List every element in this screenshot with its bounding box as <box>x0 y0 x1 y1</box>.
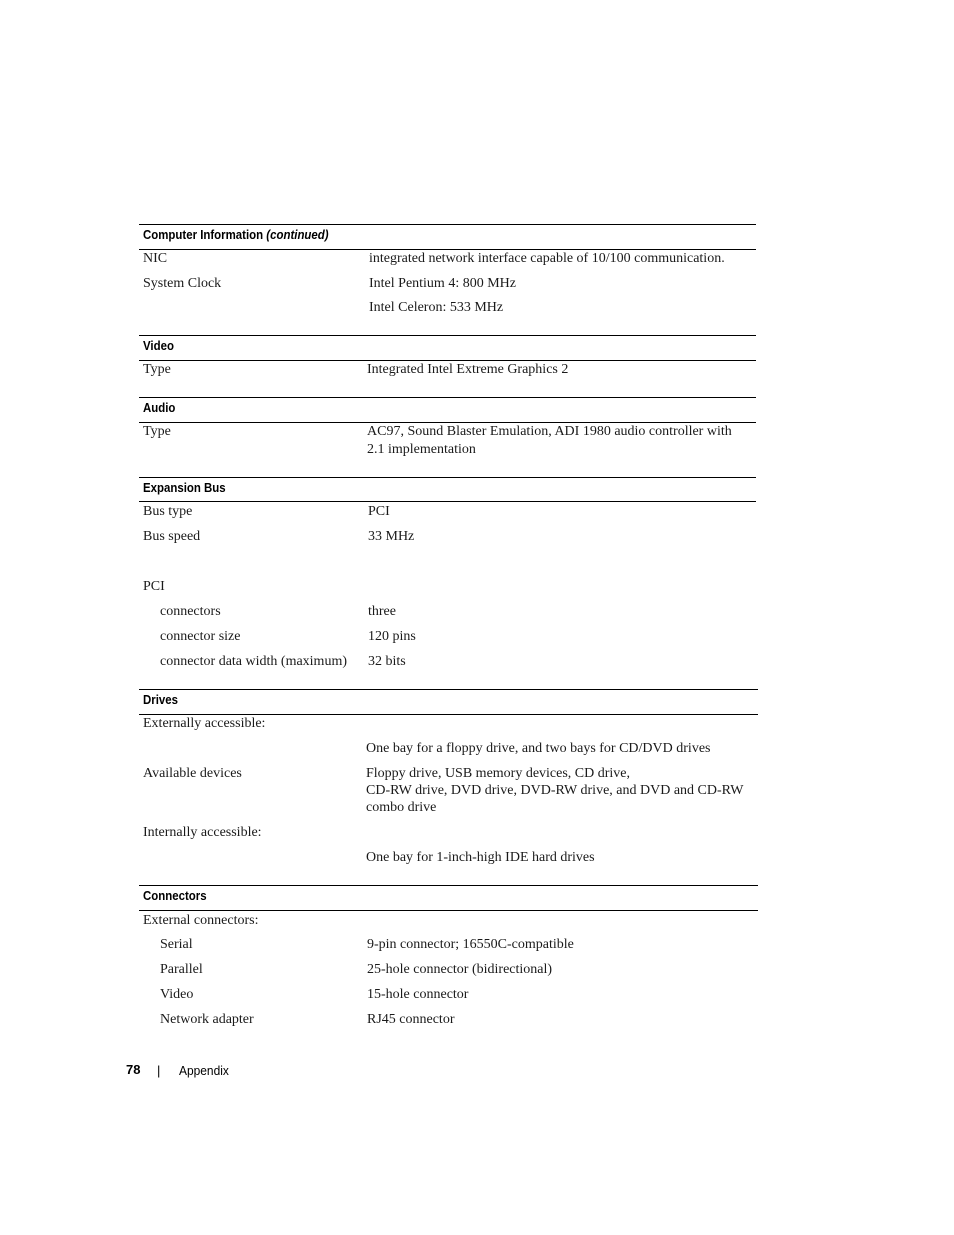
section-header-audio: Audio <box>143 400 176 415</box>
spec-value: AC97, Sound Blaster Emulation, ADI 1980 audio controller with <box>367 424 732 439</box>
spec-value: RJ45 connector <box>367 1012 455 1027</box>
spec-label: NIC <box>143 251 168 266</box>
spec-value: three <box>368 604 396 619</box>
spec-label: Type <box>143 362 171 377</box>
spec-label: Type <box>143 424 171 439</box>
spec-value: One bay for a floppy drive, and two bays for CD/DVD drives <box>366 741 711 756</box>
section-title-continued: (continued) <box>266 227 329 242</box>
spec-sublabel: Parallel <box>160 962 203 977</box>
footer-separator: | <box>157 1063 161 1078</box>
spec-sublabel: connector data width (maximum) <box>160 654 347 669</box>
spec-sublabel: Serial <box>160 937 193 952</box>
spec-value: 25-hole connector (bidirectional) <box>367 962 553 977</box>
spec-label: Available devices <box>143 766 242 781</box>
section-top-rule <box>139 335 756 336</box>
section-top-rule <box>139 885 758 886</box>
section-top-rule <box>139 477 756 478</box>
spec-value: integrated network interface capable of 10/100 communication. <box>369 251 725 266</box>
spec-value: PCI <box>368 504 390 519</box>
section-top-rule <box>139 397 756 398</box>
section-title: Computer Information <box>143 227 264 242</box>
spec-sublabel: connector size <box>160 629 241 644</box>
spec-label: External connectors: <box>143 913 259 928</box>
spec-value: 33 MHz <box>368 529 415 544</box>
spec-label: PCI <box>143 579 165 594</box>
footer-section-title: Appendix <box>179 1063 229 1078</box>
spec-value: 120 pins <box>368 629 416 644</box>
spec-value: 32 bits <box>368 654 406 669</box>
section-top-rule <box>139 224 756 225</box>
section-header-computer-information <box>143 227 329 243</box>
spec-sublabel: Video <box>160 987 194 1002</box>
spec-value: 9-pin connector; 16550C-compatible <box>367 937 574 952</box>
spec-value-continued: combo drive <box>366 800 437 815</box>
spec-value-continued: 2.1 implementation <box>367 442 476 457</box>
section-header-video: Video <box>143 338 174 353</box>
section-header-expansion-bus: Expansion Bus <box>143 480 226 495</box>
spec-label: Externally accessible: <box>143 716 266 731</box>
spec-value: One bay for 1-inch-high IDE hard drives <box>366 850 595 865</box>
section-header-drives: Drives <box>143 692 178 707</box>
spec-value: Intel Pentium 4: 800 MHz <box>369 276 516 291</box>
section-top-rule <box>139 689 758 690</box>
spec-value: 15-hole connector <box>367 987 469 1002</box>
section-header-rule <box>139 501 756 502</box>
spec-label: System Clock <box>143 276 222 291</box>
spec-sublabel: connectors <box>160 604 221 619</box>
spec-value: Intel Celeron: 533 MHz <box>369 300 504 315</box>
spec-label: Bus speed <box>143 529 201 544</box>
section-header-connectors: Connectors <box>143 888 207 903</box>
spec-label: Bus type <box>143 504 193 519</box>
spec-value-continued: CD-RW drive, DVD drive, DVD-RW drive, and DVD and CD-RW <box>366 783 744 798</box>
spec-value: Integrated Intel Extreme Graphics 2 <box>367 362 569 377</box>
page-number: 78 <box>126 1062 141 1077</box>
spec-label: Internally accessible: <box>143 825 262 840</box>
spec-value: Floppy drive, USB memory devices, CD drive, <box>366 766 631 781</box>
spec-sublabel: Network adapter <box>160 1012 254 1027</box>
section-header-rule <box>139 910 758 911</box>
